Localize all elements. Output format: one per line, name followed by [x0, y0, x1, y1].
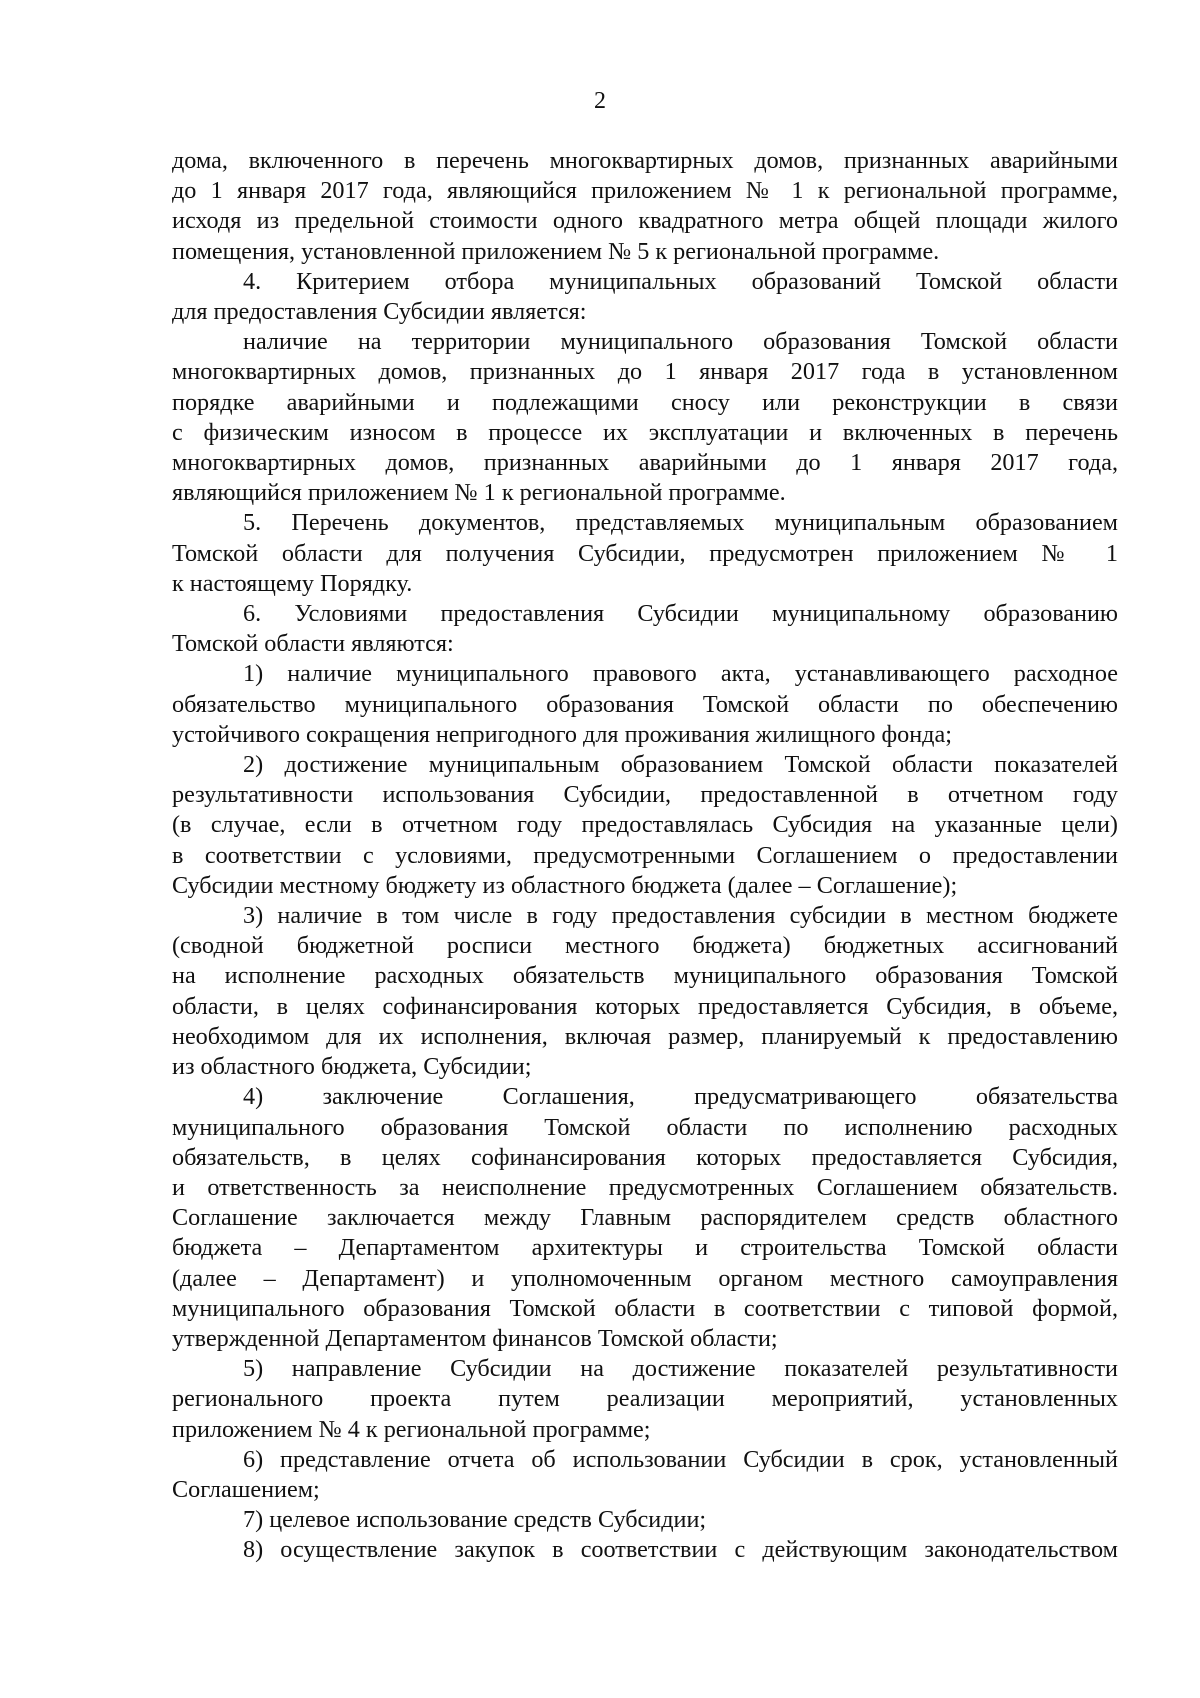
text-line: Соглашение заключается между Главным распорядителем средств областного: [172, 1204, 1118, 1232]
text-line: обязательств, в целях софинансирования которых предоставляется Субсидия,: [172, 1143, 1118, 1171]
document-body: [172, 146, 1118, 1566]
text-line: 5. Перечень документов, представляемых муниципальным образованием: [243, 509, 1118, 537]
text-line: приложением № 4 к региональной программе;: [172, 1415, 651, 1443]
text-line: области, в целях софинансирования которых предоставляется Субсидия, в объеме,: [172, 992, 1118, 1020]
text-line: 8) осуществление закупок в соответствии с действующим законодательством: [243, 1536, 1118, 1564]
text-line: утвержденной Департаментом финансов Томской области;: [172, 1324, 778, 1352]
paragraph-condition-5: [172, 1354, 1118, 1445]
text-line: порядке аварийными и подлежащими сносу или реконструкции в связи: [172, 388, 1118, 416]
text-line: с физическим износом в процессе их эксплуатации и включенных в перечень: [172, 418, 1118, 446]
text-line: исходя из предельной стоимости одного квадратного метра общей площади жилого: [172, 207, 1118, 235]
text-line: многоквартирных домов, признанных аварийными до 1 января 2017 года,: [172, 449, 1118, 477]
text-line: 4. Критерием отбора муниципальных образований Томской области: [243, 267, 1118, 295]
paragraph-item-6: [172, 599, 1118, 659]
text-line: наличие на территории муниципального образования Томской области: [243, 328, 1118, 356]
paragraph-condition-4: [172, 1082, 1118, 1354]
text-line: (сводной бюджетной росписи местного бюджета) бюджетных ассигнований: [172, 932, 1118, 960]
text-line: в соответствии с условиями, предусмотренными Соглашением о предоставлении: [172, 841, 1118, 869]
text-line: к настоящему Порядку.: [172, 569, 413, 597]
paragraph-item-4: [172, 267, 1118, 327]
text-line: устойчивого сокращения непригодного для проживания жилищного фонда;: [172, 720, 952, 748]
paragraph-condition-6: [172, 1445, 1118, 1505]
text-line: 6. Условиями предоставления Субсидии муниципальному образованию: [243, 600, 1118, 628]
text-line: и ответственность за неисполнение предусмотренных Соглашением обязательств.: [172, 1173, 1118, 1201]
text-line: 1) наличие муниципального правового акта, устанавливающего расходное: [243, 660, 1118, 688]
paragraph-condition-8: [172, 1535, 1118, 1565]
text-line: для предоставления Субсидии является:: [172, 298, 587, 326]
text-line: (в случае, если в отчетном году предоставлялась Субсидия на указанные цели): [172, 811, 1118, 839]
text-line: (далее – Департамент) и уполномоченным органом местного самоуправления: [172, 1264, 1118, 1292]
text-line: 5) направление Субсидии на достижение показателей результативности: [243, 1355, 1118, 1383]
text-line: Томской области являются:: [172, 630, 454, 658]
text-line: на исполнение расходных обязательств муниципального образования Томской: [172, 962, 1118, 990]
text-line: Томской области для получения Субсидии, предусмотрен приложением № 1: [172, 539, 1118, 567]
paragraph-condition-2: [172, 750, 1118, 901]
text-line: являющийся приложением № 1 к региональной программе.: [172, 479, 786, 507]
paragraph-condition-1: [172, 659, 1118, 750]
text-line: 6) представление отчета об использовании Субсидии в срок, установленный: [243, 1445, 1118, 1473]
text-line: 4) заключение Соглашения, предусматривающего обязательства: [243, 1083, 1118, 1111]
text-line: 7) целевое использование средств Субсидии;: [243, 1506, 707, 1534]
text-line: результативности использования Субсидии, предоставленной в отчетном году: [172, 781, 1118, 809]
page-number: 2: [594, 88, 606, 114]
text-line: муниципального образования Томской области по исполнению расходных: [172, 1113, 1118, 1141]
text-line: 2) достижение муниципальным образованием Томской области показателей: [243, 751, 1118, 779]
paragraph-item-5: [172, 508, 1118, 599]
text-line: регионального проекта путем реализации мероприятий, установленных: [172, 1385, 1118, 1413]
text-line: 3) наличие в том числе в году предоставления субсидии в местном бюджете: [243, 902, 1118, 930]
text-line: необходимом для их исполнения, включая размер, планируемый к предоставлению: [172, 1022, 1118, 1050]
text-line: из областного бюджета, Субсидии;: [172, 1053, 532, 1081]
text-line: Субсидии местному бюджету из областного бюджета (далее – Соглашение);: [172, 871, 958, 899]
paragraph-condition-3: [172, 901, 1118, 1082]
text-line: муниципального образования Томской области в соответствии с типовой формой,: [172, 1294, 1118, 1322]
text-line: помещения, установленной приложением № 5 к региональной программе.: [172, 237, 940, 265]
text-line: дома, включенного в перечень многоквартирных домов, признанных аварийными: [172, 147, 1118, 174]
text-line: обязательство муниципального образования Томской области по обеспечению: [172, 690, 1118, 718]
paragraph-continuation: [172, 146, 1118, 267]
text-line: многоквартирных домов, признанных до 1 января 2017 года в установленном: [172, 358, 1118, 386]
text-line: до 1 января 2017 года, являющийся приложением № 1 к региональной программе,: [172, 177, 1118, 205]
paragraph-criterion: [172, 327, 1118, 508]
text-line: Соглашением;: [172, 1475, 320, 1503]
paragraph-condition-7: [172, 1505, 1118, 1535]
text-line: бюджета – Департаментом архитектуры и строительства Томской области: [172, 1234, 1118, 1262]
